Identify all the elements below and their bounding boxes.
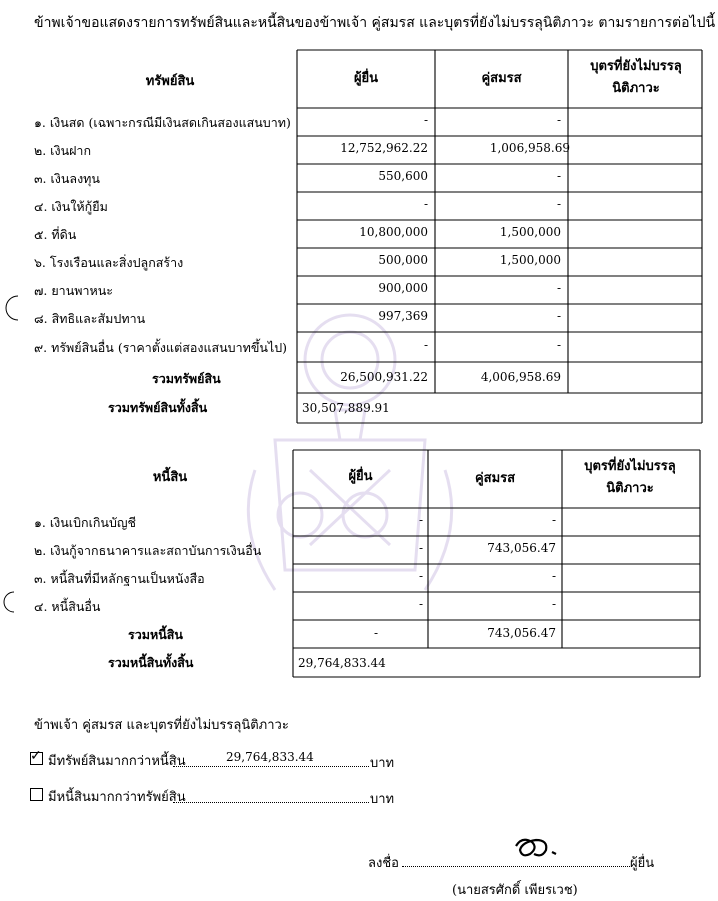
asset-row-filer: - (423, 197, 428, 211)
liability-row-label: ๒. เงินกู้จากธนาคารและสถาบันการเงินอื่น (34, 543, 262, 558)
assets-grand-value: 30,507,889.91 (302, 401, 390, 415)
declaration-heading: ข้าพเจ้า คู่สมรส และบุตรที่ยังไม่บรรลุนิติภาวะ (34, 718, 289, 733)
option-liabilities-greater-checkbox[interactable] (30, 788, 43, 801)
signer-role: ผู้ยื่น (630, 856, 655, 871)
assets-total-spouse: 4,006,958.69 (480, 370, 561, 384)
option-assets-greater-dotline (173, 766, 369, 767)
asset-row-label: ๖. โรงเรือนและสิ่งปลูกสร้าง (34, 255, 184, 270)
assets-col-filer: ผู้ยื่น (353, 71, 379, 86)
option-assets-greater-label: มีทรัพย์สินมากกว่าหนี้สิน (48, 754, 186, 769)
liability-row-filer: - (418, 541, 423, 555)
intro-text: ข้าพเจ้าขอแสดงรายการทรัพย์สินและหนี้สินของข้าพเจ้า คู่สมรส และบุตรที่ยังไม่บรรลุนิติภาวะ ตามรายการต่อไปนี้ (34, 15, 716, 31)
option-liabilities-greater-label: มีหนี้สินมากกว่าทรัพย์สิน (48, 790, 186, 805)
asset-row-filer: 997,369 (378, 309, 428, 323)
asset-row-label: ๑. เงินสด (เฉพาะกรณีมีเงินสดเกินสองแสนบาท) (34, 115, 291, 130)
liability-row-filer: - (418, 597, 423, 611)
assets-grand-label: รวมทรัพย์สินทั้งสิ้น (108, 400, 208, 415)
option-assets-greater-value: 29,764,833.44 (226, 750, 314, 764)
liability-row-filer: - (418, 569, 423, 583)
liability-row-label: ๓. หนี้สินที่มีหลักฐานเป็นหนังสือ (34, 571, 205, 586)
asset-row-filer: 500,000 (378, 253, 428, 267)
liabilities-grand-value: 29,764,833.44 (298, 656, 386, 670)
liability-row-spouse: - (551, 569, 556, 583)
asset-row-label: ๗. ยานพาหนะ (34, 283, 113, 298)
asset-row-label: ๒. เงินฝาก (34, 143, 92, 158)
checkmark-icon: ✓ (30, 748, 42, 764)
asset-row-spouse: - (556, 113, 561, 127)
assets-header: ทรัพย์สิน (145, 74, 195, 89)
asset-row-label: ๙. ทรัพย์สินอื่น (ราคาตั้งแต่สองแสนบาทขึ้นไป) (34, 340, 288, 355)
handwritten-signature (508, 828, 568, 868)
asset-row-label: ๘. สิทธิและสัมปทาน (34, 311, 146, 326)
asset-row-spouse: 1,500,000 (499, 253, 561, 267)
signature-dotline (402, 866, 630, 867)
option-liabilities-greater-unit: บาท (370, 792, 395, 807)
asset-row-filer: 900,000 (378, 281, 428, 295)
option-liabilities-greater-dotline (173, 802, 369, 803)
asset-row-filer: - (423, 338, 428, 352)
asset-row-spouse: - (556, 169, 561, 183)
asset-row-filer: 10,800,000 (359, 225, 428, 239)
sign-label: ลงชื่อ (368, 856, 399, 871)
option-assets-greater-unit: บาท (370, 756, 395, 771)
asset-row-spouse: - (556, 338, 561, 352)
liabilities-grand-label: รวมหนี้สินทั้งสิ้น (108, 655, 194, 670)
assets-col-spouse: คู่สมรส (481, 71, 522, 86)
assets-total-filer: 26,500,931.22 (340, 370, 428, 384)
asset-row-spouse: - (556, 197, 561, 211)
signer-name: (นายสรศักดิ์ เพียรเวช) (452, 883, 578, 898)
asset-row-spouse: 1,006,958.69 (489, 141, 570, 155)
liability-row-spouse: - (551, 597, 556, 611)
asset-row-spouse: 1,500,000 (499, 225, 561, 239)
asset-row-filer: 12,752,962.22 (340, 141, 428, 155)
assets-total-label: รวมทรัพย์สิน (152, 371, 221, 386)
liability-row-spouse: - (551, 513, 556, 527)
asset-row-label: ๔. เงินให้กู้ยืม (34, 199, 108, 214)
asset-row-label: ๕. ที่ดิน (34, 227, 77, 242)
asset-row-spouse: - (556, 309, 561, 323)
asset-row-filer: 550,600 (378, 169, 428, 183)
liabilities-total-filer: - (373, 626, 378, 640)
liabilities-col-filer: ผู้ยื่น (348, 469, 373, 484)
asset-row-filer: - (423, 113, 428, 127)
assets-col-children: บุตรที่ยังไม่บรรลุนิติภาวะ (590, 59, 682, 97)
liability-row-spouse: 743,056.47 (487, 541, 556, 555)
asset-row-label: ๓. เงินลงทุน (34, 171, 100, 186)
liabilities-total-label: รวมหนี้สิน (128, 627, 183, 642)
liabilities-col-children: บุตรที่ยังไม่บรรลุนิติภาวะ (584, 459, 676, 497)
liabilities-total-spouse: 743,056.47 (487, 626, 556, 640)
liabilities-header: หนี้สิน (152, 470, 188, 485)
liability-row-label: ๑. เงินเบิกเกินบัญชี (34, 515, 137, 530)
asset-row-spouse: - (556, 281, 561, 295)
liability-row-filer: - (418, 513, 423, 527)
liability-row-label: ๔. หนี้สินอื่น (34, 599, 101, 614)
liabilities-col-spouse: คู่สมรส (474, 471, 516, 486)
